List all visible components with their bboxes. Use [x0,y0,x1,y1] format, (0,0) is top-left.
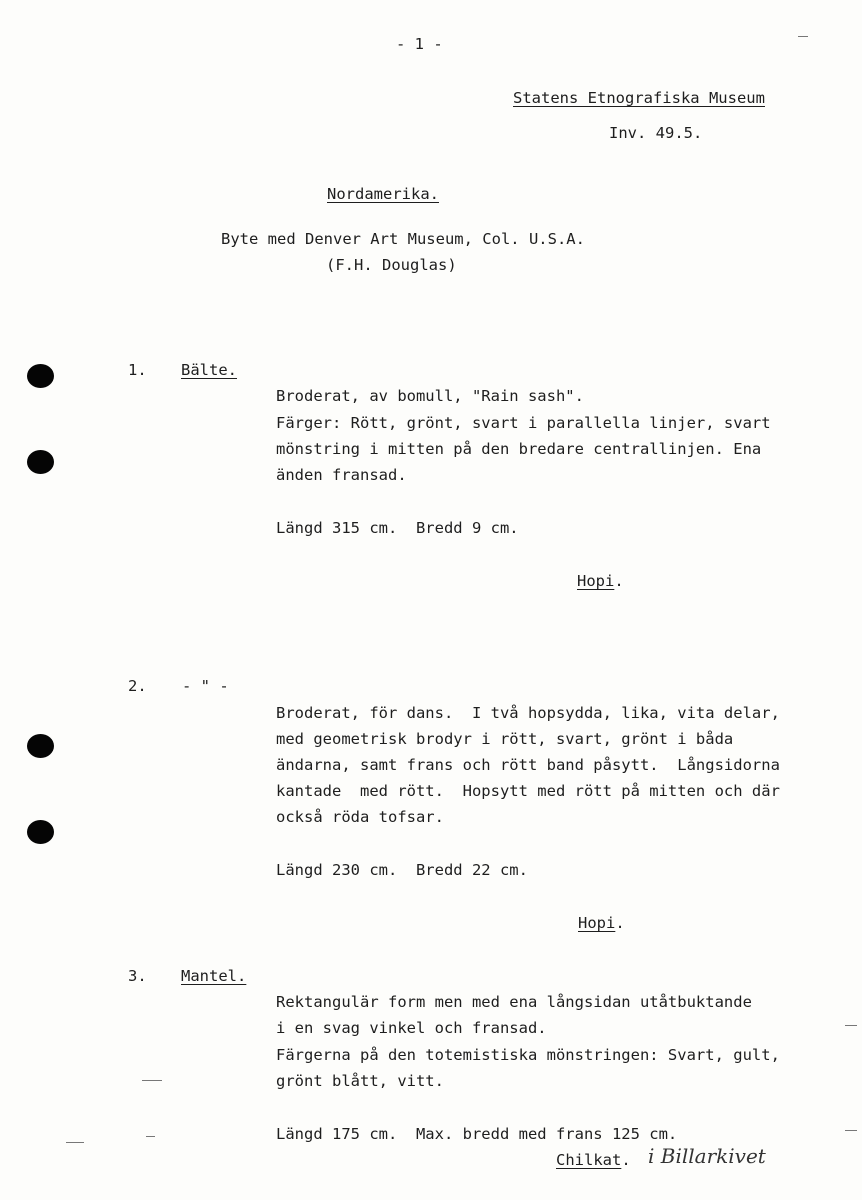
tribe-name: Hopi [577,572,615,590]
entry-number: 3. [128,967,147,985]
description-line: ändarna, samt frans och rött band påsytt. Långsidorna [276,756,780,774]
provenance-line: (F.H. Douglas) [326,256,457,274]
description-line: Broderat, av bomull, "Rain sash". [276,387,584,405]
margin-mark [66,1142,84,1143]
measurements: Längd 315 cm. Bredd 9 cm. [276,519,519,537]
description-line: änden fransad. [276,466,407,484]
punch-hole [27,820,54,844]
description-line: Rektangulär form men med ena långsidan utåtbuktande [276,993,752,1011]
description-line: med geometrisk brodyr i rött, svart, grönt i båda [276,730,734,748]
measurements: Längd 230 cm. Bredd 22 cm. [276,861,528,879]
description-line: mönstring i mitten på den bredare centrallinjen. Ena [276,440,762,458]
entry-name: - " - [182,677,229,695]
tribe-label: Hopi. [578,914,625,932]
description-line: också röda tofsar. [276,808,444,826]
punch-hole [27,734,54,758]
entry-number: 1. [128,361,147,379]
tribe-label: Hopi. [577,572,624,590]
tribe-name: Chilkat [556,1151,622,1169]
margin-mark [845,1025,857,1026]
margin-mark [142,1080,162,1081]
description-line: Färger: Rött, grönt, svart i parallella linjer, svart [276,414,771,432]
region-heading: Nordamerika. [327,185,439,203]
entry-name: Mantel. [181,967,247,985]
handwritten-note: i Billarkivet [648,1144,766,1168]
entry-name: Bälte. [181,361,237,379]
provenance-line: Byte med Denver Art Museum, Col. U.S.A. [221,230,585,248]
margin-mark [845,1130,857,1131]
description-line: grönt blått, vitt. [276,1072,444,1090]
punch-hole [27,364,54,388]
description-line: i en svag vinkel och fransad. [276,1019,547,1037]
tribe-label: Chilkat. [556,1151,631,1169]
museum-name: Statens Etnografiska Museum [513,89,765,107]
margin-mark [146,1136,155,1137]
description-line: Broderat, för dans. I två hopsydda, lika, vita delar, [276,704,780,722]
description-line: Färgerna på den totemistiska mönstringen: Svart, gult, [276,1046,780,1064]
inventory-number: Inv. 49.5. [609,124,703,142]
tribe-name: Hopi [578,914,616,932]
entry-number: 2. [128,677,147,695]
description-line: kantade med rött. Hopsytt med rött på mitten och där [276,782,780,800]
page-number: - 1 - [396,35,443,53]
measurements: Längd 175 cm. Max. bredd med frans 125 cm. [276,1125,678,1143]
punch-hole [27,450,54,474]
margin-mark [798,36,808,37]
